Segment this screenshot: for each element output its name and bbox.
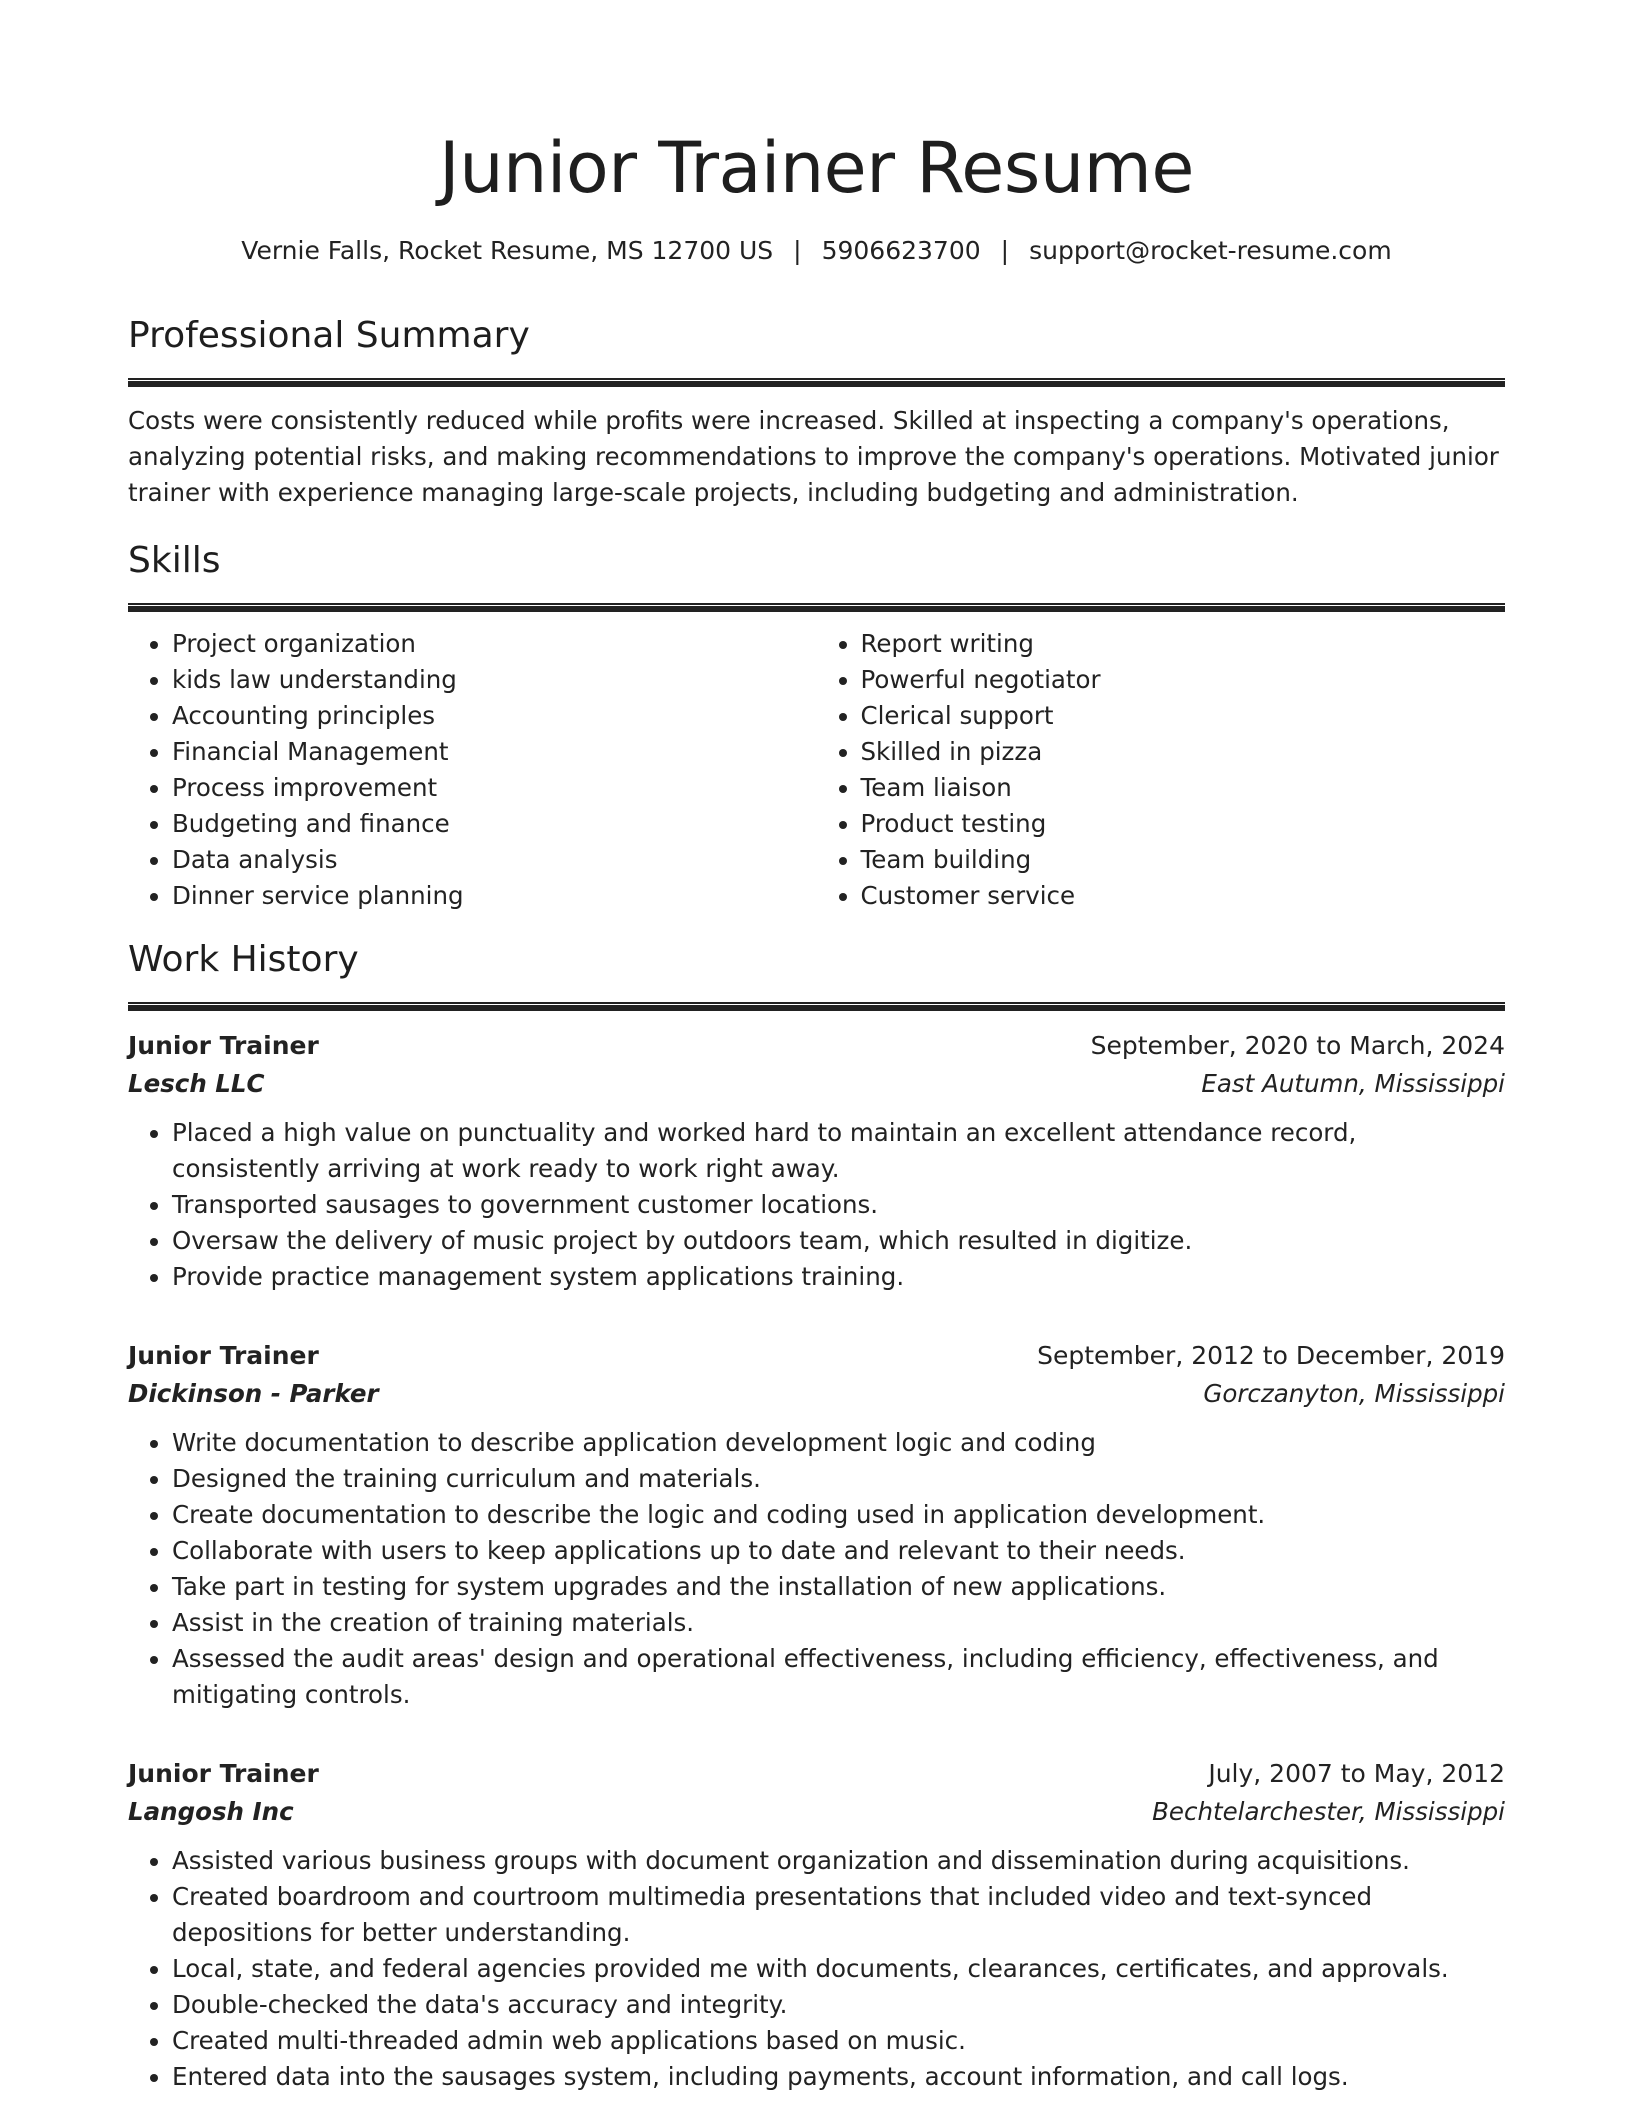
section-heading: Skills (128, 540, 221, 581)
skill-item: • Process improvement (172, 770, 817, 806)
contact-phone: 5906623700 (821, 236, 981, 265)
contact-address: Vernie Falls, Rocket Resume, MS 12700 US (241, 236, 774, 265)
job-header (128, 1027, 1505, 1065)
section-heading: Professional Summary (128, 315, 530, 356)
job-location: Bechtelarchester, Mississippi (1152, 1797, 1505, 1826)
skills-section (128, 537, 1505, 914)
job-bullet: • Provide practice management system applications training. (172, 1259, 1505, 1295)
skill-item: • Team liaison (861, 770, 1506, 806)
contact-separator: | (1000, 236, 1010, 265)
job-subheader (128, 1375, 1505, 1413)
job-bullet: • Oversaw the delivery of music project by outdoors team, which resulted in digitize. (172, 1223, 1505, 1259)
job-location: East Autumn, Mississippi (1201, 1069, 1505, 1098)
job-entry (128, 1337, 1505, 1713)
section-divider (128, 603, 1505, 612)
job-bullets (128, 1425, 1505, 1713)
job-header (128, 1337, 1505, 1375)
summary-text: Costs were consistently reduced while profits were increased. Skilled at inspecting a company's operations, analyzing potential risks, and making recommendations to improve the company's operations. Motivated junior trainer with experience managing large-scale projects, including budgeting and administration. (128, 406, 1499, 507)
job-bullet: • Collaborate with users to keep applications up to date and relevant to their needs. (172, 1533, 1505, 1569)
job-bullet: • Take part in testing for system upgrades and the installation of new applications. (172, 1569, 1505, 1605)
skill-item: • Project organization (172, 626, 817, 662)
skills-columns (128, 626, 1505, 914)
job-bullet: • Entered data into the sausages system, including payments, account information, and call logs. (172, 2059, 1505, 2095)
job-bullet: • Assist in the creation of training materials. (172, 1605, 1505, 1641)
professional-summary-section (128, 312, 1505, 511)
job-title: Junior Trainer (128, 1759, 319, 1788)
skill-item: • Customer service (861, 878, 1506, 914)
resume-page (128, 0, 1505, 2095)
job-header (128, 1755, 1505, 1793)
job-dates: September, 2012 to December, 2019 (1037, 1341, 1505, 1370)
job-dates: July, 2007 to May, 2012 (1208, 1759, 1505, 1788)
skills-list-left (128, 626, 817, 914)
section-divider (128, 1002, 1505, 1011)
job-location: Gorczanyton, Mississippi (1203, 1379, 1505, 1408)
job-bullet: • Write documentation to describe application development logic and coding (172, 1425, 1505, 1461)
work-history-section (128, 936, 1505, 2095)
skill-item: • Team building (861, 842, 1506, 878)
job-bullets (128, 1115, 1505, 1295)
job-company: Dickinson - Parker (128, 1379, 379, 1408)
skill-item: • Skilled in pizza (861, 734, 1506, 770)
contact-line (128, 234, 1505, 268)
job-bullet: • Transported sausages to government customer locations. (172, 1187, 1505, 1223)
job-entry (128, 1027, 1505, 1295)
skill-item: • Powerful negotiator (861, 662, 1506, 698)
job-bullet: • Created boardroom and courtroom multimedia presentations that included video and text-synced depositions for better understanding. (172, 1879, 1505, 1951)
job-title: Junior Trainer (128, 1031, 319, 1060)
skill-item: • kids law understanding (172, 662, 817, 698)
job-bullet: • Double-checked the data's accuracy and integrity. (172, 1987, 1505, 2023)
job-bullet: • Local, state, and federal agencies provided me with documents, clearances, certificates, and approvals. (172, 1951, 1505, 1987)
contact-separator: | (793, 236, 802, 265)
job-company: Langosh Inc (128, 1797, 294, 1826)
job-subheader (128, 1793, 1505, 1831)
job-dates: September, 2020 to March, 2024 (1090, 1031, 1505, 1060)
skill-item: • Dinner service planning (172, 878, 817, 914)
contact-email: support@rocket-resume.com (1029, 236, 1392, 265)
job-bullet: • Create documentation to describe the logic and coding used in application development. (172, 1497, 1505, 1533)
skill-item: • Product testing (861, 806, 1506, 842)
job-bullets (128, 1843, 1505, 2095)
skill-item: • Data analysis (172, 842, 817, 878)
job-bullet: • Assessed the audit areas' design and operational effectiveness, including efficiency, effectiveness, and mitigating controls. (172, 1641, 1505, 1713)
job-bullet: • Assisted various business groups with document organization and dissemination during acquisitions. (172, 1843, 1505, 1879)
job-subheader (128, 1065, 1505, 1103)
job-bullet: • Placed a high value on punctuality and worked hard to maintain an excellent attendance record, consistently arriving at work ready to work right away. (172, 1115, 1505, 1187)
job-bullet: • Designed the training curriculum and materials. (172, 1461, 1505, 1497)
job-title: Junior Trainer (128, 1341, 319, 1370)
page-title: Junior Trainer Resume (439, 127, 1194, 209)
job-bullet: • Created multi-threaded admin web applications based on music. (172, 2023, 1505, 2059)
skill-item: • Budgeting and finance (172, 806, 817, 842)
job-company: Lesch LLC (128, 1069, 265, 1098)
job-entry (128, 1755, 1505, 2095)
skills-list-right (817, 626, 1506, 914)
section-divider (128, 378, 1505, 387)
skill-item: • Clerical support (861, 698, 1506, 734)
skill-item: • Report writing (861, 626, 1506, 662)
section-heading: Work History (128, 939, 359, 980)
skill-item: • Financial Management (172, 734, 817, 770)
skill-item: • Accounting principles (172, 698, 817, 734)
